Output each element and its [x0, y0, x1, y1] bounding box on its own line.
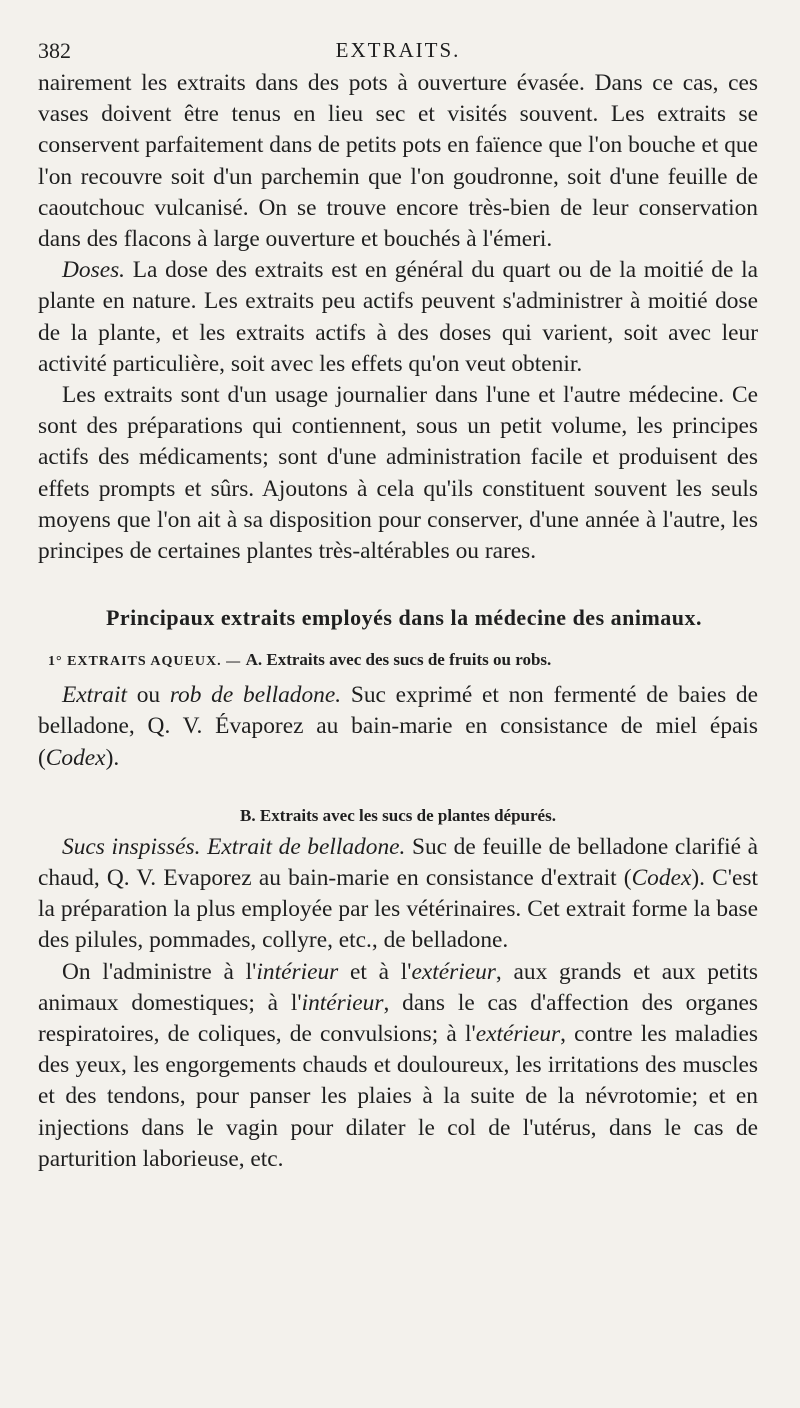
paragraph-administration — [38, 957, 758, 1175]
admin-term-interieur-2: intérieur — [301, 989, 384, 1016]
admin-text-4: , dans le cas d'affection des organes respiratoires, de coliques, de convulsions; à l' — [38, 989, 758, 1048]
admin-term-interieur-1: intérieur — [256, 958, 339, 985]
admin-text-2: et à l' — [338, 958, 412, 985]
page-number: 382 — [38, 38, 71, 63]
sucs-text-1: Suc de feuille de belladone clarifié à chaud, Q. V. Evaporez au bain-marie en consistance d'extrait ( — [38, 833, 759, 892]
paragraph-storage: nairement les extraits dans des pots à ouverture évasée. Dans ce cas, ces vases doivent être tenus en lieu sec et visités souvent. Les extraits se conservent parfaitement dans de petits pots en faïence que l'on bouche et que l'on recouvre soit d'un parchemin que l'on goudronne, soit d'une feuille de caoutchouc vulcanisé. On se trouve encore très-bien de leur conservation dans des flacons à large ouverture et bouchés à l'émeri. — [38, 70, 758, 253]
section-heading-principal-extracts: Principaux extraits employés dans la médecine des animaux. — [105, 605, 703, 631]
doses-text: La dose des extraits est en général du quart ou de la moitié de la plante en nature. Les extraits peu actifs peuvent s'administrer à moitié dose de la plante, et les extraits actifs à des doses qui varient, soit avec leur activité particulière, soit avec les effets qu'on veut obtenir. — [38, 257, 758, 377]
rob-codex: Codex — [45, 744, 106, 771]
aqueous-label: 1° EXTRAITS AQUEUX. — — [48, 654, 246, 670]
admin-term-exterieur-2: extérieur — [475, 1021, 561, 1048]
doses-label: Doses. — [62, 257, 126, 284]
subsection-heading-aqueous — [38, 648, 758, 674]
rob-text-1: ou — [126, 682, 170, 709]
paragraph-rob-belladone — [38, 680, 758, 774]
paragraph-usage: Les extraits sont d'un usage journalier dans l'une et l'autre médecine. Ce sont des préparations qui contiennent, sous un petit volume, les principes actifs des médicaments; sont d'une administration facile et produisent des effets prompts et sûrs. Ajoutons à cela qu'ils constituent souvent les seuls moyens que l'on ait à sa disposition pour conserver, d'une année à l'autre, les principes de certaines plantes très-altérables ou rares. — [38, 382, 758, 565]
admin-text-5: , contre les maladies des yeux, les engorgements chauds et douloureux, les irritations des muscles et des tendons, pour panser les plaies à la suite de la névrotomie; et en injections dans le vagin pour dilater le col de l'utérus, dans le cas de parturition laborieuse, etc. — [38, 1021, 758, 1172]
rob-text-2: Suc exprimé et non fermenté de baies de belladone, Q. V. Évaporez au bain-marie en consistance de miel épais ( — [38, 682, 758, 771]
admin-text-1: On l'administre à l' — [62, 958, 257, 985]
admin-term-exterieur-1: extérieur — [411, 958, 496, 985]
fruit-juice-heading: A. Extraits avec des sucs de fruits ou robs. — [245, 650, 552, 670]
rob-term-2: rob de belladone. — [169, 682, 342, 709]
paragraph-sucs-inspisses — [38, 832, 758, 957]
subsection-heading-plant-juices: B. Extraits avec les sucs de plantes dépurés. — [240, 805, 556, 825]
admin-text-3: , aux grands et aux petits animaux domestiques; à l' — [38, 958, 758, 1016]
sucs-text-2: ). C'est la préparation la plus employée par les vétérinaires. Cet extrait forme la base des pilules, pommades, collyre, etc., de belladone. — [38, 865, 758, 954]
page-header — [38, 28, 758, 68]
rob-term-1: Extrait — [62, 682, 127, 709]
rob-text-3: ). — [105, 744, 120, 771]
running-head: EXTRAITS. — [335, 38, 461, 62]
paragraph-doses — [38, 255, 758, 380]
sucs-term: Sucs inspissés. Extrait de belladone. — [62, 833, 406, 860]
sucs-codex: Codex — [631, 865, 692, 892]
